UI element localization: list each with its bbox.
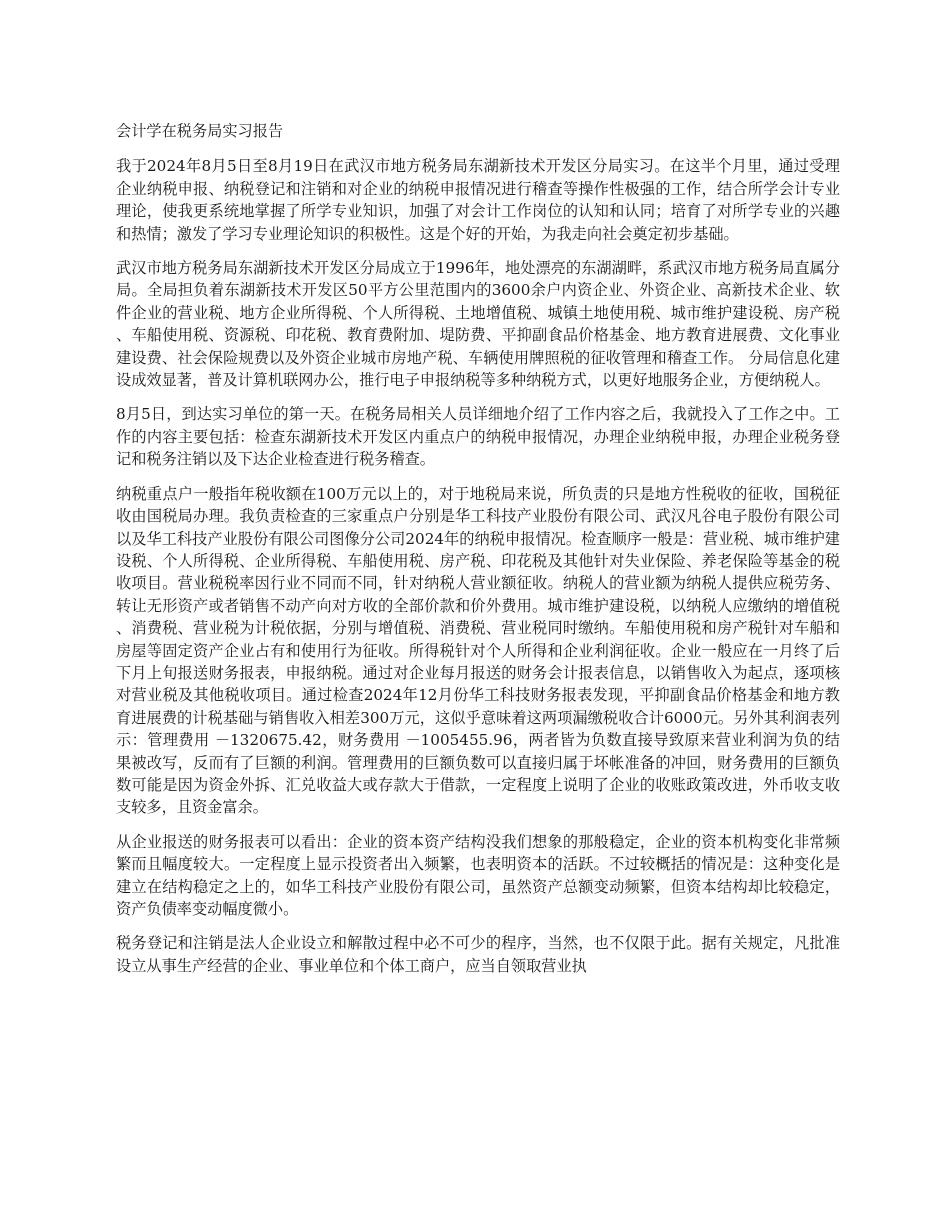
document-title: 会计学在税务局实习报告 [116, 122, 284, 140]
paragraph-registration-deregistration: 税务登记和注销是法人企业设立和解散过程中必不可少的程序，当然，也不仅限于此。据有关规定，凡批准设立从事生产经营的企业、事业单位和个体工商户，应当自领取营业执 [116, 934, 840, 975]
document-page [116, 120, 840, 989]
paragraph-bureau-introduction: 武汉市地方税务局东湖新技术开发区分局成立于1996年，地处漂亮的东湖湖畔，系武汉市地方税务局直属分局。全局担负着东湖新技术开发区50平方公里范围内的3600余户内资企业、外资企业、高新技术企业、软件企业的营业税、地方企业所得税、个人所得税、土地增值税、城镇土地使用税、城市维护建设税、房产税、车船使用税、资源税、印花税、教育费附加、堤防费、平抑副食品价格基金、地方教育进展费、文化事业建设费、社会保险规费以及外资企业城市房地产税、车辆使用牌照税的征收管理和稽查工作。 分局信息化建设成效显著，普及计算机联网办公，推行电子申报纳税等多种纳税方式，以更好地服务企业，方便纳税人。 [116, 259, 840, 390]
paragraph-key-taxpayer-inspection: 纳税重点户一般指年税收额在100万元以上的，对于地税局来说，所负责的只是地方性税收的征收，国税征收由国税局办理。我负责检查的三家重点户分别是华工科技产业股份有限公司、武汉凡谷电子股份有限公司以及华工科技产业股份有限公司图像分公司2024年的纳税申报情况。检查顺序一般是：营业税、城市维护建设税、个人所得税、企业所得税、车船使用税、房产税、印花税及其他针对失业保险、养老保险等基金的税收项目。营业税税率因行业不同而不同，针对纳税人营业额征收。纳税人的营业额为纳税人提供应税劳务、转让无形资产或者销售不动产向对方收的全部价款和价外费用。城市维护建设税，以纳税人应缴纳的增值税、消费税、营业税为计税依据，分别与增值税、消费税、营业税同时缴纳。车船使用税和房产税针对车船和房屋等固定资产企业占有和使用行为征收。所得税针对个人所得和企业利润征收。企业一般应在一月终了后下月上旬报送财务报表，申报纳税。通过对企业每月报送的财务会计报表信息，以销售收入为起点，逐项核对营业税及其他税收项目。通过检查2024年12月份华工科技财务报表发现，平抑副食品价格基金和地方教育进展费的计税基础与销售收入相差300万元，这似乎意味着这两项漏缴税收合计6000元。另外其利润表列示：管理费用 －1320675.42，财务费用 －1005455.96，两者皆为负数直接导致原来营业利润为负的结果被改写，反而有了巨额的利润。管理费用的巨额负数可以直接归属于坏帐准备的冲回，财务费用的巨额负数可能是因为资金外拆、汇兑收益大或存款大于借款，一定程度上说明了企业的收账政策改进，外币收支收支较多，且资金富余。 [116, 484, 840, 817]
paragraph-first-day: 8月5日，到达实习单位的第一天。在税务局相关人员详细地介绍了工作内容之后，我就投入了工作之中。工作的内容主要包括：检查东湖新技术开发区内重点户的纳税申报情况，办理企业纳税申报，办理企业税务登记和税务注销以及下达企业检查进行税务稽查。 [116, 405, 840, 469]
paragraph-internship-overview: 我于2024年8月5日至8月19日在武汉市地方税务局东湖新技术开发区分局实习。在这半个月里，通过受理企业纳税申报、纳税登记和注销和对企业的纳税申报情况进行稽查等操作性极强的工作，结合所学会计专业理论，使我更系统地掌握了所学专业知识，加强了对会计工作岗位的认知和认同；培育了对所学专业的兴趣和热情；激发了学习专业理论知识的积极性。这是个好的开始，为我走向社会奠定初步基础。 [116, 157, 840, 243]
paragraph-capital-structure: 从企业报送的财务报表可以看出：企业的资本资产结构没我们想象的那般稳定，企业的资本机构变化非常频繁而且幅度较大。一定程度上显示投资者出入频繁，也表明资本的活跃。不过较概括的情况是：这种变化是建立在结构稳定之上的，如华工科技产业股份有限公司，虽然资产总额变动频繁，但资本结构却比较稳定，资产负债率变动幅度微小。 [116, 832, 840, 918]
